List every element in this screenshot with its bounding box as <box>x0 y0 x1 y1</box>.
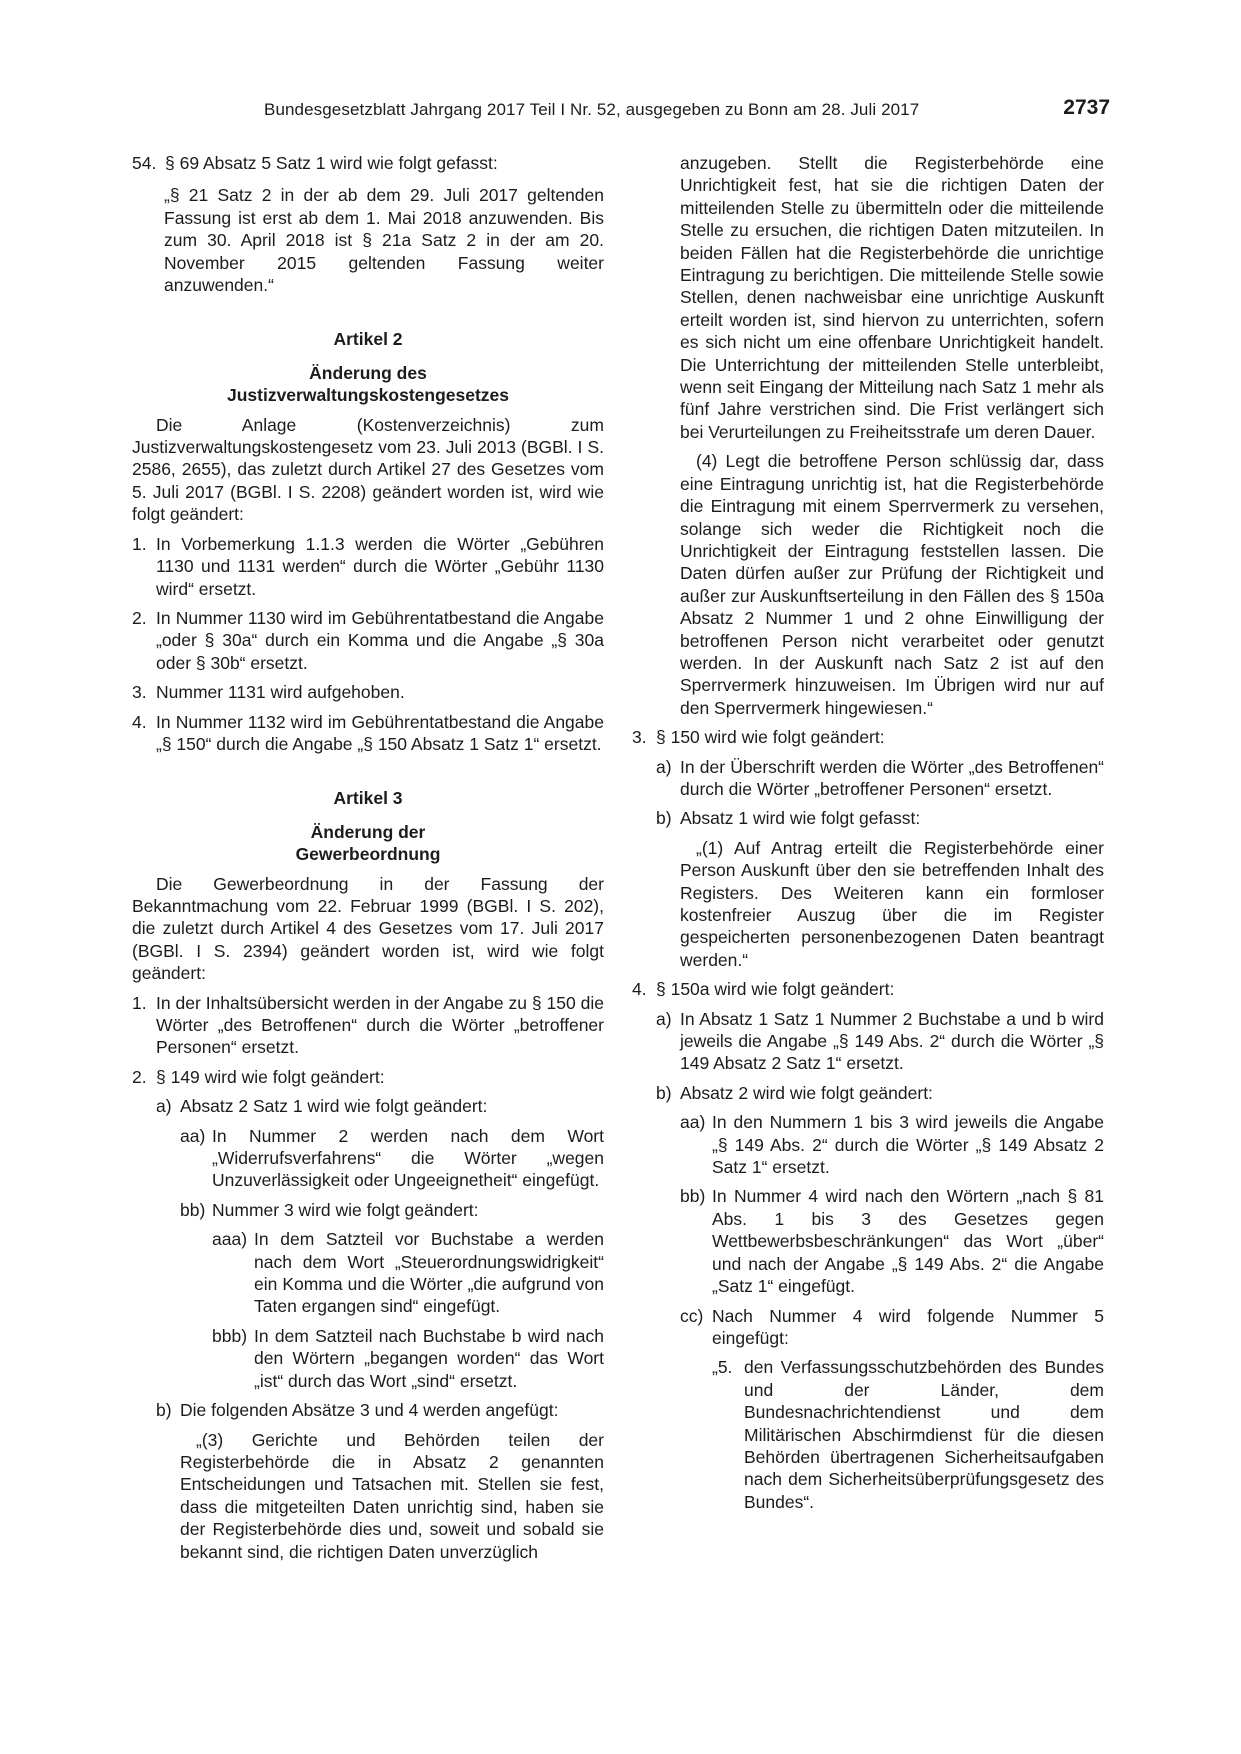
quoted-paragraph-4: (4) Legt die betroffene Person schlüssig dar, dass eine Eintragung unrichtig ist, hat die Registerbehörde die Eintragung mit einem Sperrvermerk zu versehen, solange sich weder die Richtigkeit noch die Unrichtigkeit der Eintragung feststellen lassen. Die Daten dürfen außer zur Prüfung der Richtigkeit und außer zur Auskunftserteilung in den Fällen des § 150a Absatz 2 Nummer 1 und 2 ohne Einwilligung der betroffenen Person nicht verarbeitet oder genutzt werden. In der Auskunft nach Satz 2 ist auf den Sperrvermerk hinzuweisen. Im Übrigen wird nur auf den Sperrvermerk hingewiesen.“ <box>680 451 1104 718</box>
item-number: 2. <box>132 1066 147 1087</box>
sub-item <box>632 756 1104 801</box>
item-text: In den Nummern 1 bis 3 wird jeweils die Angabe „§ 149 Abs. 2“ durch die Wörter „§ 149 Absatz 2 Satz 1“ ersetzt. <box>712 1112 1104 1178</box>
right-column <box>632 152 1104 1513</box>
item-text: Nach Nummer 4 wird folgende Nummer 5 eingefügt: <box>712 1305 1104 1348</box>
quoted-list-item <box>632 1356 1104 1513</box>
item-letter: aa) <box>680 1112 706 1133</box>
sub-sub-item <box>632 1185 1104 1297</box>
item-text: Die folgenden Absätze 3 und 4 werden angefügt: <box>180 1400 559 1421</box>
item-letter: aa) <box>180 1125 206 1146</box>
item-text: § 69 Absatz 5 Satz 1 wird wie folgt gefasst: <box>165 153 498 173</box>
article-2-title-line2: Justizverwaltungskostengesetzes <box>226 385 510 406</box>
list-item <box>132 992 604 1059</box>
item-text: In Nummer 2 werden nach dem Wort „Widerrufsverfahrens“ die Wörter „wegen Unzuverlässigkeit oder Ungeeignetheit“ eingefügt. <box>212 1125 604 1191</box>
item-number: 1. <box>132 533 147 554</box>
item-text: Nummer 3 wird wie folgt geändert: <box>212 1199 479 1220</box>
item-text: In dem Satzteil nach Buchstabe b wird nach den Wörtern „begangen worden“ das Wort „ist“ durch das Wort „sind“ ersetzt. <box>254 1325 604 1391</box>
item-letter: a) <box>656 1008 672 1029</box>
article-3-title-line2: Gewerbeordnung <box>295 844 441 865</box>
list-item <box>132 533 604 600</box>
list-item <box>632 726 1104 748</box>
article-3-label: Artikel 3 <box>333 788 403 809</box>
item-text: In dem Satzteil vor Buchstabe a werden nach dem Wort „Steuerordnungswidrigkeit“ ein Komma und die Wörter „die aufgrund von Taten ergangen sind“ eingefügt. <box>254 1229 604 1317</box>
item-letter: b) <box>656 808 672 829</box>
item-text: In der Überschrift werden die Wörter „des Betroffenen“ durch die Wörter „betroffener Personen“ ersetzt. <box>680 756 1104 799</box>
item-text: § 150 wird wie folgt geändert: <box>656 727 885 748</box>
quoted-text: „(3) Gerichte und Behörden teilen der Registerbehörde die in Absatz 2 genannten Entscheidungen und Tatsachen mit. Stellen sie fest, dass die mitgeteilten Daten unrichtig sind, haben sie der Registerbehörde dies und, soweit und sobald sie bekannt sind, die richtigen Daten unverzüglich <box>180 1429 604 1562</box>
gazette-title: Bundesgesetzblatt Jahrgang 2017 Teil I Nr. 52, ausgegeben zu Bonn am 28. Juli 2017 <box>264 100 920 119</box>
item-text: § 150a wird wie folgt geändert: <box>656 979 895 1000</box>
item-letter: a) <box>656 756 672 777</box>
list-item <box>132 681 604 703</box>
quoted-text-continued: anzugeben. Stellt die Registerbehörde eine Unrichtigkeit fest, hat sie die richtigen Daten der mitteilenden Stelle zu übermitteln oder die mitteilende Stelle zu ersuchen, die richtigen Daten mitzuteilen. In beiden Fällen hat die Registerbehörde die unrichtige Eintragung zu berichtigen. Die mitteilende Stelle sowie Stellen, denen nachweisbar eine unrichtige Auskunft erteilt worden ist, sind hiervon zu unterrichten, sofern es sich nicht um eine offenbare Unrichtigkeit handelt. Die Unterrichtung der mitteilenden Stelle unterbleibt, wenn seit Eingang der Mitteilung nach Satz 1 mehr als fünf Jahre verstrichen sind. Die Frist verlängert sich bei Verurteilungen zu Freiheitsstrafe um deren Dauer. <box>680 153 1104 442</box>
list-item <box>632 978 1104 1000</box>
sub-sub-item <box>132 1125 604 1192</box>
sub-sub-item <box>132 1199 604 1221</box>
item-number: 4. <box>632 979 647 1000</box>
quoted-text: „§ 21 Satz 2 in der ab dem 29. Juli 2017 geltenden Fassung ist erst ab dem 1. Mai 2018 anzuwenden. Bis zum 30. April 2018 ist § 21a Satz 2 in der am 20. November 2015 geltenden Fassung weiter anzuwenden.“ <box>164 185 604 296</box>
item-number: 3. <box>632 727 647 748</box>
list-item <box>132 607 604 674</box>
item-text: In Absatz 1 Satz 1 Nummer 2 Buchstabe a und b wird jeweils die Angabe „§ 149 Abs. 2“ durch die Wörter „§ 149 Absatz 2 Satz 1“ ersetzt. <box>680 1008 1104 1074</box>
left-column <box>132 152 604 1563</box>
item-text: In Nummer 1130 wird im Gebührentatbestand die Angabe „oder § 30a“ durch ein Komma und die Angabe „§ 30a oder § 30b“ ersetzt. <box>156 607 604 673</box>
sub-sub-item <box>632 1111 1104 1178</box>
item-number: 4. <box>132 711 147 732</box>
item-letter: cc) <box>680 1305 704 1326</box>
item-text: Absatz 2 wird wie folgt geändert: <box>680 1082 933 1103</box>
item-letter: b) <box>656 1082 672 1103</box>
item-text: Absatz 1 wird wie folgt gefasst: <box>680 808 921 829</box>
list-item <box>132 1066 604 1088</box>
sub-item <box>632 807 1104 829</box>
item-text: In der Inhaltsübersicht werden in der Angabe zu § 150 die Wörter „des Betroffenen“ durch die Wörter „betroffener Personen“ ersetzt. <box>156 992 604 1058</box>
item-text: In Vorbemerkung 1.1.3 werden die Wörter „Gebühren 1130 und 1131 werden“ durch die Wörter „Gebühr 1130 wird“ ersetzt. <box>156 533 604 599</box>
article-2-label: Artikel 2 <box>333 329 403 350</box>
item-letter: a) <box>156 1096 172 1117</box>
article-2-title-line1: Änderung des <box>309 362 427 383</box>
article-3-intro: Die Gewerbeordnung in der Fassung der Bekanntmachung vom 22. Februar 1999 (BGBl. I S. 202), die zuletzt durch Artikel 4 des Gesetzes vom 17. Juli 2017 (BGBl. I S. 2394) geändert worden ist, wird wie folgt geändert: <box>132 873 604 984</box>
sub-sub-sub-item <box>132 1228 604 1318</box>
quoted-text: „(1) Auf Antrag erteilt die Registerbehörde einer Person Auskunft über den sie betreffenden Inhalt des Registers. Des Weiteren kann ein formloser kostenfreier Auszug über die im Register gespeicherten personenbezogenen Daten beantragt werden.“ <box>680 837 1104 970</box>
sub-item <box>632 1082 1104 1104</box>
item-number: 2. <box>132 607 147 628</box>
item-letter: b) <box>156 1400 172 1421</box>
item-number: 54. <box>132 153 157 173</box>
sub-sub-item <box>632 1305 1104 1350</box>
sub-item <box>132 1399 604 1421</box>
item-letter: bb) <box>180 1199 206 1220</box>
sub-item <box>132 1095 604 1117</box>
item-number: 1. <box>132 992 147 1013</box>
sub-sub-sub-item <box>132 1325 604 1392</box>
item-text: den Verfassungsschutzbehörden des Bundes und der Länder, dem Bundesnachrichtendienst und dem Militärischen Abschirmdienst für die diesen Behörden übertragenen Sicherheitsaufgaben nach dem Sicherheitsüberprüfungsgesetz des Bundes“. <box>744 1357 1104 1512</box>
item-text: In Nummer 1132 wird im Gebührentatbestand die Angabe „§ 150“ durch die Angabe „§ 150 Absatz 1 Satz 1“ ersetzt. <box>156 711 604 754</box>
page-header <box>132 96 1110 130</box>
sub-item <box>632 1008 1104 1075</box>
list-item <box>132 711 604 756</box>
item-number: 3. <box>132 682 147 703</box>
item-number: „5. <box>712 1357 733 1378</box>
item-text: Nummer 1131 wird aufgehoben. <box>156 682 405 703</box>
item-text: § 149 wird wie folgt geändert: <box>156 1066 385 1087</box>
article-2-intro: Die Anlage (Kostenverzeichnis) zum Justizverwaltungskostengesetz vom 23. Juli 2013 (BGBl. I S. 2586, 2655), das zuletzt durch Artikel 27 des Gesetzes vom 5. Juli 2017 (BGBl. I S. 2208) geändert worden ist, wird wie folgt geändert: <box>132 414 604 525</box>
page-number: 2737 <box>1063 96 1110 119</box>
item-text: In Nummer 4 wird nach den Wörtern „nach § 81 Abs. 1 bis 3 des Gesetzes gegen Wettbewerbsbeschränkungen“ das Wort „über“ und nach der Angabe „§ 149 Abs. 2“ die Angabe „Satz 1“ eingefügt. <box>712 1186 1104 1297</box>
item-text: Absatz 2 Satz 1 wird wie folgt geändert: <box>180 1096 488 1117</box>
list-item-54 <box>132 152 604 174</box>
item-letter: bb) <box>680 1186 706 1207</box>
item-letter: bbb) <box>212 1325 248 1346</box>
item-letter: aaa) <box>212 1229 248 1250</box>
article-3-title-line1: Änderung der <box>310 821 426 842</box>
